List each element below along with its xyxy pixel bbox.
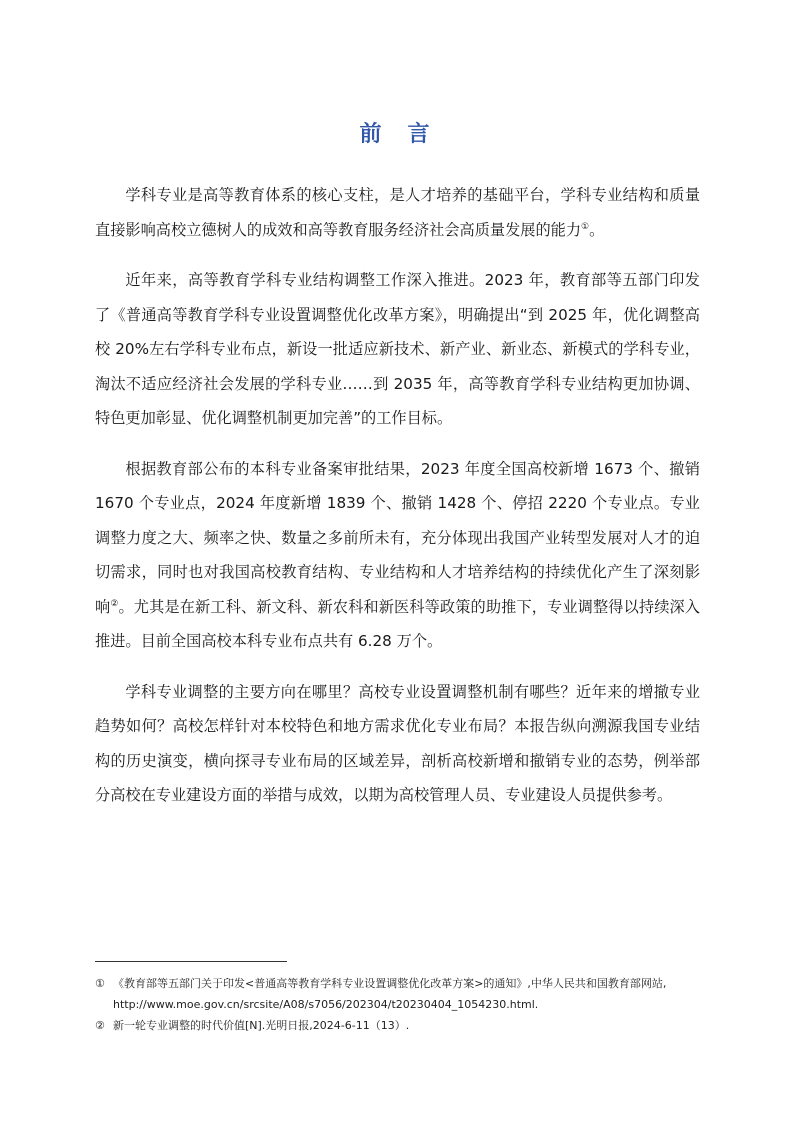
footnote-1-link[interactable]: http://www.moe.gov.cn/srcsite/A08/s7056/202304/t20230404_1054230.html. xyxy=(113,998,539,1011)
page-title-char-1: 前 xyxy=(359,122,386,147)
paragraph-4-text: 学科专业调整的主要方向在哪里？高校专业设置调整机制有哪些？近年来的增撤专业趋势如何？高校怎样针对本校特色和地方需求优化专业布局？本报告纵向溯源我国专业结构的历史演变，横向探寻专业布局的区域差异，剖析高校新增和撤销专业的态势，例举部分高校在专业建设方面的举措与成效，以期为高校管理人员、专业建设人员提供参考。 xyxy=(95,682,700,804)
paragraph-3 xyxy=(95,452,700,659)
footnote-2 xyxy=(95,1015,705,1036)
paragraph-1-end: 。 xyxy=(589,220,605,239)
footnote-1-body xyxy=(113,973,705,1015)
footnote-divider xyxy=(95,961,287,962)
page-title xyxy=(0,118,793,152)
footnote-1 xyxy=(95,973,705,1015)
footnote-2-mark: ② xyxy=(95,1019,105,1032)
footnote-2-text: 新一轮专业调整的时代价值[N].光明日报,2024-6-11（13）. xyxy=(113,1019,410,1032)
paragraph-1 xyxy=(95,178,700,247)
paragraph-1-text: 学科专业是高等教育体系的核心支柱，是人才培养的基础平台，学科专业结构和质量直接影响高校立德树人的成效和高等教育服务经济社会高质量发展的能力 xyxy=(95,186,700,239)
paragraph-3-end: 。尤其是在新工科、新文科、新农科和新医科等政策的助推下，专业调整得以持续深入推进。目前全国高校本科专业布点共有 6.28 万个。 xyxy=(95,597,700,650)
page-title-char-2: 言 xyxy=(407,122,434,147)
footnote-ref-2[interactable]: ② xyxy=(110,598,119,609)
footnote-1-text: 《教育部等五部门关于印发<普通高等教育学科专业设置调整优化改革方案>的通知》,中华人民共和国教育部网站, xyxy=(113,977,667,990)
paragraph-2-text: 近年来，高等教育学科专业结构调整工作深入推进。2023 年，教育部等五部门印发了《普通高等教育学科专业设置调整优化改革方案》，明确提出“到 2025 年，优化调整高校 20%左右学科专业布点，新设一批适应新技术、新产业、新业态、新模式的学科专业，淘汰不适应经济社会发展的学科专业……到 2035 年，高等教育学科专业结构更加协调、特色更加彰显、优化调整机制更加完善”的工作目标。 xyxy=(95,271,700,427)
body-text xyxy=(95,178,700,829)
paragraph-3-text: 根据教育部公布的本科专业备案审批结果，2023 年度全国高校新增 1673 个、撤销 1670 个专业点，2024 年度新增 1839 个、撤销 1428 个、停招 2220 个专业点。专业调整力度之大、频率之快、数量之多前所未有，充分体现出我国产业转型发展对人才的迫切需求，同时也对我国高校教育结构、专业结构和人才培养结构的持续优化产生了深刻影响 xyxy=(95,459,700,616)
paragraph-2 xyxy=(95,263,700,436)
footnote-ref-1[interactable]: ① xyxy=(581,221,590,232)
footnote-1-mark: ① xyxy=(95,977,105,990)
footnotes xyxy=(95,973,705,1036)
paragraph-4 xyxy=(95,675,700,813)
